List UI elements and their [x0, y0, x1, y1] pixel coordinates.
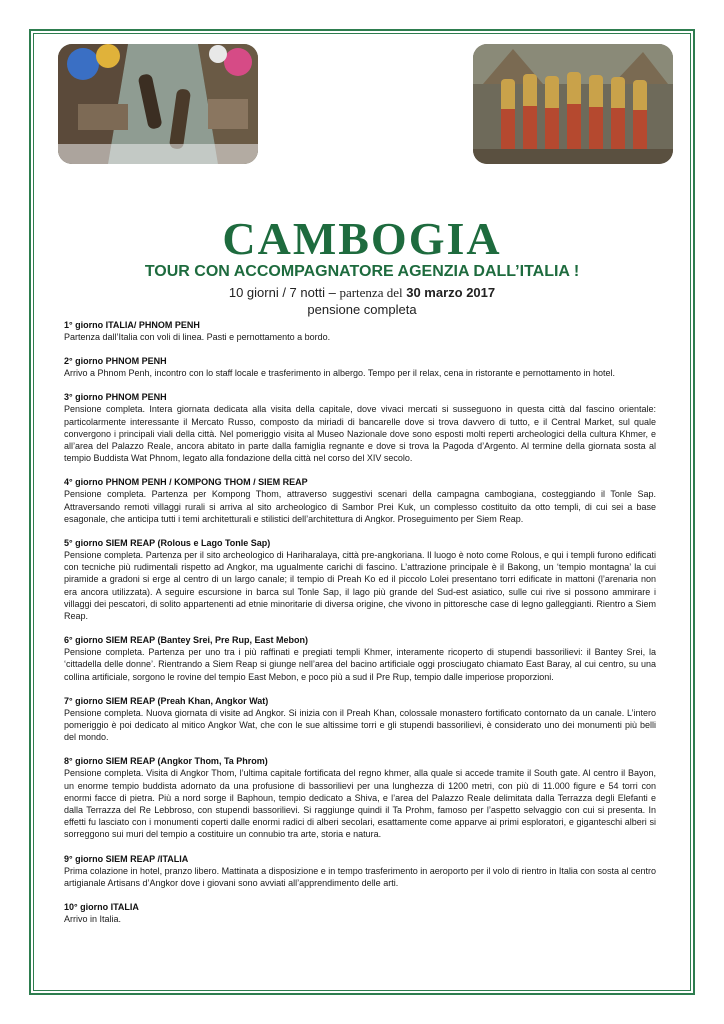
apsara-dancers-photo [473, 44, 673, 164]
day-description: Arrivo in Italia. [64, 914, 122, 925]
tour-dates [0, 285, 724, 301]
departure-date: 30 marzo 2017 [406, 285, 496, 300]
day-title: 3° giorno PHNOM PENH [64, 392, 167, 403]
itinerary-day [64, 695, 656, 744]
day-title: 2° giorno PHNOM PENH [64, 356, 167, 367]
itinerary-day [64, 319, 656, 343]
day-title: 8° giorno SIEM REAP (Angkor Thom, Ta Phrom) [64, 756, 268, 767]
day-title: 4° giorno PHNOM PENH / KOMPONG THOM / SIEM REAP [64, 477, 308, 488]
day-title: 9° giorno SIEM REAP /ITALIA [64, 853, 189, 864]
day-description: Pensione completa. Intera giornata dedicata alla visita della capitale, dove vivaci mercati si susseguono in questa città dal fascino orientale: particolarmente interessante il Mercato Russo, composto da miriadi di bancarelle dove si trova davvero di tutto, e il Central Market, sul quale convergono i principali viali della città. Nel pomeriggio visita al Museo Nazionale dove sono esposti molti reperti archeologici della cultura Khmer, e all’area del Palazzo Reale, ancora abitato in parte dalla famiglia regnante e dove si trova la Pagoda d’Argento. Al termine della giornata sosta al tempio Buddista Wat Phnom, legato alla fondazione della città nel corso del XIV secolo. [64, 404, 656, 464]
itinerary [64, 319, 656, 937]
page-title: CAMBOGIA [222, 213, 502, 264]
floating-market-photo [58, 44, 258, 164]
day-title: 1° giorno ITALIA/ PHNOM PENH [64, 320, 200, 330]
day-title: 7° giorno SIEM REAP (Preah Khan, Angkor Wat) [64, 695, 269, 706]
day-description: Pensione completa. Partenza per Kompong Thom, attraverso suggestivi scenari della campagna cambogiana, costeggiando il Tonle Sap. Attraversando remoti villaggi rurali si arriva al sito archeologico di Sambor Prei Kuk, un complesso costituito da otto templi, di cui sei a base esagonale, che anticipa tutti i temi architetturali e stilistici dell’architettura di Angkor. Proseguimento per Siem Reap. [64, 489, 656, 524]
day-description: Partenza dall’Italia con voli di linea. Pasti e pernottamento a bordo. [64, 332, 331, 342]
tour-subtitle: TOUR CON ACCOMPAGNATORE AGENZIA DALL’ITALIA ! [144, 263, 580, 280]
departure-label: partenza del [339, 285, 403, 300]
itinerary-day [64, 537, 656, 622]
day-description: Prima colazione in hotel, pranzo libero. Mattinata a disposizione e in tempo trasferimento in aeroporto per il volo di rientro in Italia con sosta al centro artigianale Artisans d’Angkor dove i giovani sono avviati all’apprendimento delle arti. [64, 865, 656, 888]
board-type: pensione completa [307, 302, 417, 317]
itinerary-day [64, 755, 656, 840]
itinerary-day [64, 853, 656, 889]
itinerary-day [64, 355, 656, 379]
itinerary-day [64, 391, 656, 464]
day-description: Pensione completa. Visita di Angkor Thom, l’ultima capitale fortificata del regno khmer, alla quale si accede tramite il South gate. Al centro il Bayon, un enorme tempio buddista adornato da una profusione di bassorilievi per una lunghezza di 1200 metri, con più di 11.000 figure e 54 torri con enormi facce di pietra. Più a nord sorge il Baphoun, tempio dedicato a Shiva, e l’area del Palazzo Reale delimitata dalla Terrazza degli Elefanti e dalla Terrazza del Re Lebbroso, con stupendi bassorilievi. Si raggiunge quindi il Ta Prohm, famoso per l’aspetto selvaggio con cui si presenta. In effetti fu lasciato con i monumenti coperti dalle enormi radici di alberi secolari, esattamente come apparve ai primi esploratori, e giganteschi alberi si sorreggono sui muri del tempio a costituire un connubio tra arte, storia e natura. [64, 768, 656, 840]
day-title: 6° giorno SIEM REAP (Bantey Srei, Pre Rup, East Mebon) [64, 635, 308, 646]
itinerary-day [64, 634, 656, 683]
itinerary-day [64, 901, 656, 925]
day-description: Pensione completa. Partenza per il sito archeologico di Hariharalaya, città pre-angkoriana. Il luogo è noto come Rolous, e qui i templi furono edificati con tecniche più rudimentali rispetto ad Angkor, ma ugualmente carichi di fascino. L’attrazione principale è il Bakong, un ‘tempio montagna’ la cui piramide a gradoni si erge al centro di un largo canale; il tempio di Preah Ko ed il piccolo Lolei presentano torri edificate in mattoni (l’arenaria non era ancora utilizzata). A seguire escursione in barca sul Tonle Sap, il lago più grande del Sud-est asiatico, sulle cui rive si possono ammirare i villaggi dei pescatori, di solito appartenenti ad etnie minoritarie di diversa origine, che vivono in pittoresche case di legno galleggianti. Rientro a Siem Reap. [64, 550, 656, 622]
day-description: Pensione completa. Partenza per uno tra i più raffinati e pregiati templi Khmer, interamente ricoperto di stupendi bassorilievi: il Bantey Srei, la ‘cittadella delle donne’. Rientrando a Siem Reap si giunge nell’area del bacino artificiale oggi prosciugato chiamato East Baray, al cui centro, su una collina artificiale, sorgono le rovine del tempio East Mebon, e poco più a sud il Pre Rup, tempio dalle imperiose proporzioni. [64, 647, 656, 682]
day-description: Arrivo a Phnom Penh, incontro con lo staff locale e trasferimento in albergo. Tempo per il relax, cena in ristorante e pernottamento in hotel. [64, 368, 615, 379]
itinerary-day [64, 476, 656, 525]
day-title: 5° giorno SIEM REAP (Rolous e Lago Tonle Sap) [64, 538, 271, 549]
day-title: 10° giorno ITALIA [64, 902, 139, 913]
day-description: Pensione completa. Nuova giornata di visite ad Angkor. Si inizia con il Preah Khan, colossale monastero fortificato contornato da un canale. L’intero pomeriggio è poi dedicato al mitico Angkor Wat, che con le sue altissime torri e gli stupendi bassorilievi, è considerato uno dei monumenti più belli del mondo. [64, 707, 656, 743]
tour-duration: 10 giorni / 7 notti – [228, 285, 336, 300]
